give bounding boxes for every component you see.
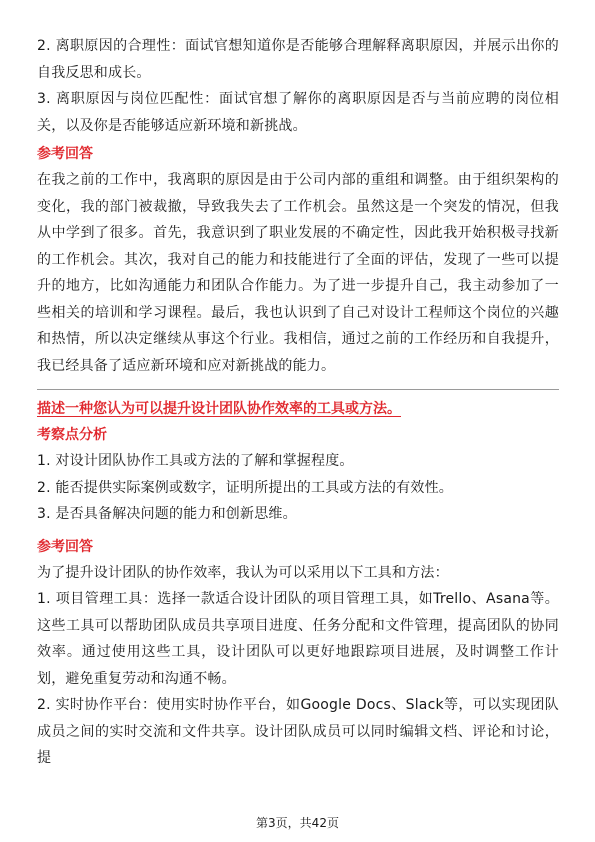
question-title: 描述一种您认为可以提升设计团队协作效率的工具或方法。 <box>37 401 401 417</box>
analysis-point: 3. 是否具备解决问题的能力和创新思维。 <box>37 506 297 522</box>
analysis-point: 2. 能否提供实际案例或数字，证明所提出的工具或方法的有效性。 <box>37 479 454 496</box>
answer-point: 1. 项目管理工具：选择一款适合设计团队的项目管理工具，如Trello、Asana等。这些工具可以帮助团队成员共享项目进度、任务分配和文件管理，提高团队的协同效率。通过使用这些工具，设计团队可以更好地跟踪项目进展，及时调整工作计划，避免重复劳动和沟通不畅。 <box>37 591 559 687</box>
answer-heading: 参考回答 <box>37 146 93 162</box>
answer-paragraph: 在我之前的工作中，我离职的原因是由于公司内部的重组和调整。由于组织架构的变化，我的部门被裁撤，导致我失去了工作机会。虽然这是一个突发的情况，但我从中学到了很多。首先，我意识到了职业发展的不确定性，因此我开始积极寻找新的工作机会。其次，我对自己的能力和技能进行了全面的评估，发现了一些可以提升的地方，比如沟通能力和团队合作能力。为了进一步提升自己，我主动参加了一些相关的培训和学习课程。最后，我也认识到了自己对设计工程师这个岗位的兴趣和热情，所以决定继续从事这个行业。我相信，通过之前的工作经历和自我提升，我已经具备了适应新环境和应对新挑战的能力。 <box>37 172 559 374</box>
question-section <box>37 389 559 772</box>
analysis-point: 1. 对设计团队协作工具或方法的了解和掌握程度。 <box>37 453 354 469</box>
answer-heading: 参考回答 <box>37 538 93 555</box>
answer-intro: 为了提升设计团队的协作效率，我认为可以采用以下工具和方法： <box>37 564 449 581</box>
criterion-point: 3. 离职原因与岗位匹配性：面试官想了解你的离职原因是否与当前应聘的岗位相关，以及你是否能够适应新环境和新挑战。 <box>37 91 559 134</box>
document-page <box>37 33 559 772</box>
page-number: 第3页，共42页 <box>256 816 339 830</box>
answer-point: 2. 实时协作平台：使用实时协作平台，如Google Docs、Slack等，可以实现团队成员之间的实时交流和文件共享。设计团队成员可以同时编辑文档、评论和讨论，提 <box>37 697 559 766</box>
analysis-heading: 考察点分析 <box>37 427 107 443</box>
criterion-point: 2. 离职原因的合理性：面试官想知道你是否能够合理解释离职原因，并展示出你的自我反思和成长。 <box>37 38 559 81</box>
